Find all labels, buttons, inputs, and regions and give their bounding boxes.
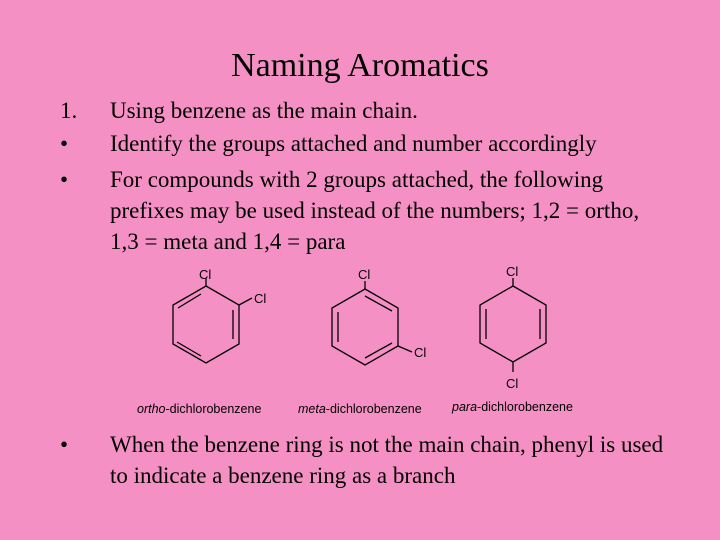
para-cl-1: Cl	[506, 264, 519, 279]
list-marker-2: •	[60, 131, 69, 156]
meta-cl-2: Cl	[414, 345, 427, 360]
list-marker-3: •	[60, 167, 69, 192]
para-cl-2: Cl	[506, 376, 519, 391]
meta-label: meta-dichlorobenzene	[298, 402, 422, 416]
ortho-label: ortho-dichlorobenzene	[137, 402, 262, 416]
slide-title: Naming Aromatics	[231, 47, 489, 84]
list-item-4: When the benzene ring is not the main chain, phenyl is used to indicate a benzene ring as a branch	[110, 432, 664, 488]
para-dichlorobenzene-structure	[451, 264, 573, 414]
list-item-1: Using benzene as the main chain.	[110, 98, 418, 123]
meta-cl-1: Cl	[358, 267, 371, 282]
meta-dichlorobenzene-structure	[298, 267, 426, 416]
ortho-cl-2: Cl	[254, 291, 267, 306]
list-item-2: Identify the groups attached and number accordingly	[110, 131, 597, 156]
para-label: para-dichlorobenzene	[452, 400, 573, 414]
ortho-dichlorobenzene-structure	[137, 267, 266, 416]
ortho-cl-1: Cl	[199, 267, 212, 282]
list-marker-1: 1.	[60, 98, 78, 123]
list-item-3: For compounds with 2 groups attached, the following prefixes may be used instead of the numbers; 1,2 = ortho, 1,3 = meta and 1,4 = para	[110, 167, 640, 254]
list-marker-4: •	[60, 432, 69, 457]
